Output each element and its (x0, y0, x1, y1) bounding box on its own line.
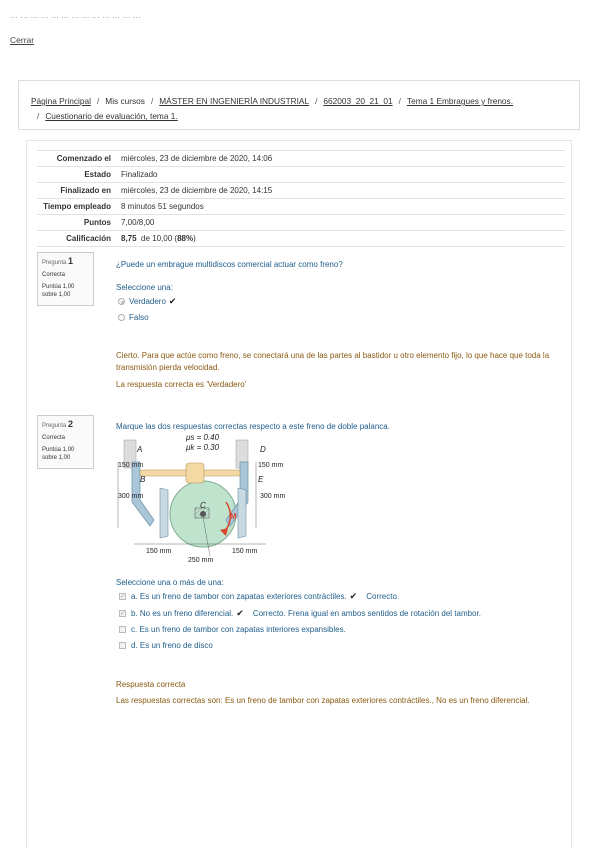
question-number (42, 257, 89, 267)
q2-right-answer: Las respuestas correctas son: Es un freno de tambor con zapatas exteriores contráctiles., No es un freno diferencial. (116, 696, 530, 705)
question-1-info (37, 252, 94, 306)
question-number-value: 2 (68, 419, 74, 429)
summary-label: Comenzado el (56, 154, 111, 163)
check-icon: ✔ (349, 591, 358, 601)
check-icon: ✔ (168, 296, 177, 306)
question-number-value: 1 (68, 256, 74, 266)
summary-grade (117, 231, 565, 247)
summary-label: Tiempo empleado (43, 202, 111, 211)
question-label: Pregunta (42, 423, 67, 429)
dim-250: 250 mm (188, 557, 214, 564)
close-link[interactable]: Cerrar (10, 35, 35, 45)
summary-label: Estado (84, 170, 111, 179)
question-2-info (37, 415, 94, 469)
summary-value: Finalizado (121, 170, 158, 179)
breadcrumb-home[interactable]: Página Principal (31, 96, 91, 106)
option-label: a. Es un freno de tambor con zapatas exteriores contráctiles. (131, 592, 347, 601)
dim-bottom-right: 150 mm (232, 548, 258, 555)
option-label: b. No es un freno diferencial. (131, 609, 234, 618)
dim-300-left: 300 mm (118, 493, 144, 500)
summary-value: 7,00/8,00 (121, 218, 155, 227)
question-number (42, 420, 89, 430)
breadcrumb (18, 80, 580, 130)
checkbox-unchecked[interactable] (119, 642, 126, 649)
drum-center (200, 511, 206, 517)
question-1-prompt: Seleccione una: (116, 283, 173, 292)
q2-feedback-title: Respuesta correcta (116, 680, 186, 689)
question-2-prompt: Seleccione una o más de una: (116, 578, 224, 587)
checkbox-checked[interactable]: ✓ (120, 611, 126, 617)
summary-row (37, 199, 565, 215)
question-state: Correcta (42, 435, 66, 441)
breadcrumb-separator: / (150, 96, 154, 106)
summary-row (37, 183, 565, 199)
option-feedback: Correcto. (366, 592, 400, 601)
q2-option-d[interactable] (119, 641, 213, 650)
summary-label: Calificación (66, 234, 111, 243)
label-M: M (230, 512, 237, 521)
grade-percent: 88% (177, 234, 194, 243)
summary-row (37, 167, 565, 183)
breadcrumb-separator: / (398, 96, 401, 106)
label-E: E (258, 475, 264, 484)
label-B: B (140, 475, 146, 484)
left-shoe (160, 488, 168, 538)
truncated-notice-text: … … … … … … … … … … … … … (10, 11, 141, 20)
question-grade: Puntúa 1,00 sobre 1,00 (42, 284, 75, 298)
summary-value: miércoles, 23 de diciembre de 2020, 14:15 (121, 186, 273, 195)
dim-bottom-left: 150 mm (146, 548, 172, 555)
double-lever-brake-figure (116, 432, 296, 564)
label-A: A (137, 445, 143, 454)
q2-option-b[interactable] (119, 608, 481, 619)
radio-selected[interactable] (118, 298, 125, 305)
breadcrumb-topic[interactable]: Tema 1 Embragues y frenos. (406, 96, 514, 106)
summary-row (37, 151, 565, 167)
label-D: D (260, 445, 266, 454)
summary-row (37, 231, 565, 247)
summary-value: miércoles, 23 de diciembre de 2020, 14:06 (121, 154, 273, 163)
breadcrumb-my-courses[interactable]: Mis cursos (105, 96, 145, 106)
option-label: d. Es un freno de disco (131, 641, 213, 650)
breadcrumb-quiz[interactable]: Cuestionario de evaluación, tema 1. (45, 111, 178, 121)
summary-row (37, 215, 565, 231)
breadcrumb-separator: / (37, 111, 40, 121)
summary-label: Puntos (83, 218, 111, 227)
grade-of: de 10,00 ( (141, 234, 178, 243)
breadcrumb-separator: / (315, 96, 318, 106)
option-label: c. Es un freno de tambor con zapatas interiores expansibles. (131, 625, 346, 634)
top-notice-bar (10, 11, 430, 30)
dim-150-right: 150 mm (258, 462, 284, 469)
grade-value: 8,75 (121, 234, 137, 243)
label-C: C (200, 501, 206, 510)
breadcrumb-course-code[interactable]: 662003_20_21_01 (323, 96, 393, 106)
checkbox-unchecked[interactable] (119, 626, 126, 633)
question-state: Correcta (42, 272, 66, 278)
label-mu-s: μs = 0.40 (186, 433, 220, 442)
option-label: Verdadero (129, 297, 166, 306)
q1-option-false[interactable] (118, 313, 149, 322)
grade-close: ) (193, 234, 196, 243)
spring-cylinder (186, 463, 204, 483)
q2-option-c[interactable] (119, 625, 346, 634)
option-label: Falso (129, 313, 149, 322)
summary-label: Finalizado en (60, 186, 111, 195)
question-2-text: Marque las dos respuestas correctas respecto a este freno de doble palanca. (116, 422, 390, 431)
summary-value: 8 minutos 51 segundos (121, 202, 204, 211)
q1-general-feedback: Cierto. Para que actúe como freno, se conectará una de las partes al bastidor u otro elemento fijo, lo que hace que toda la transmisión pierda velocidad. (116, 351, 550, 372)
option-feedback: Correcto. Frena igual en ambos sentidos de rotación del tambor. (252, 609, 481, 618)
q1-option-true[interactable] (118, 296, 176, 307)
dim-150-left: 150 mm (118, 462, 144, 469)
label-mu-k: μk = 0.30 (186, 443, 220, 452)
radio-unselected[interactable] (118, 314, 125, 321)
breadcrumb-separator: / (96, 96, 100, 106)
q1-right-answer: La respuesta correcta es 'Verdadero' (116, 380, 247, 389)
dim-300-right: 300 mm (260, 493, 286, 500)
breadcrumb-master[interactable]: MÁSTER EN INGENIERÍA INDUSTRIAL (159, 96, 310, 106)
attempt-summary-table (37, 150, 565, 247)
right-shoe (238, 488, 246, 538)
checkbox-checked[interactable]: ✓ (120, 594, 126, 600)
question-1-text: ¿Puede un embrague multidiscos comercial actuar como freno? (116, 260, 343, 269)
quiz-review-region (26, 140, 572, 848)
check-icon: ✔ (236, 608, 244, 618)
question-label: Pregunta (42, 260, 67, 266)
q2-option-a[interactable] (119, 591, 399, 602)
question-grade: Puntúa 1,00 sobre 1,00 (42, 447, 75, 461)
